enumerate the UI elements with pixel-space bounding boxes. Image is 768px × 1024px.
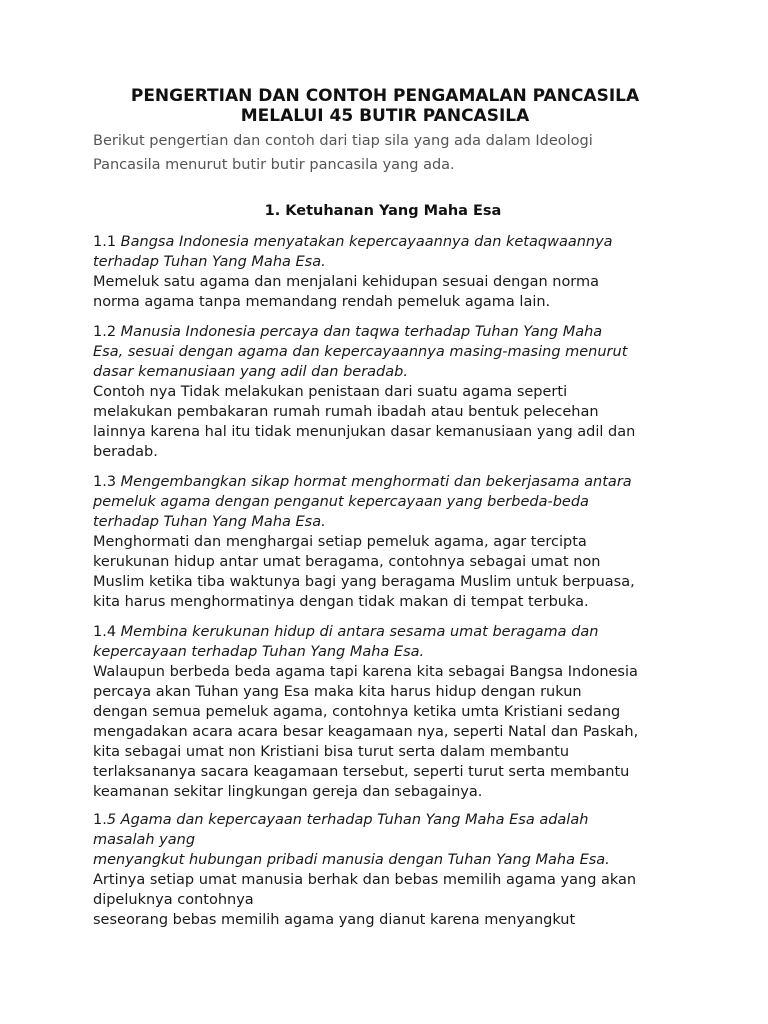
butir-item [93,322,693,462]
butir-body-line: dipeluknya contohnya [93,892,254,908]
butir-body-line: Artinya setiap umat manusia berhak dan bebas memilih agama yang akan [93,872,637,888]
butir-heading-line [93,472,693,492]
butir-heading-text: Membina kerukunan hidup di antara sesama umat beragama dan [120,624,599,640]
title-line: PENGERTIAN DAN CONTOH PENGAMALAN PANCASILA [130,86,640,106]
intro-paragraph [93,129,693,177]
butir-body-line: kita sebagai umat non Kristiani bisa turut serta dalam membantu [93,744,570,760]
butir-number: 1.4 [93,624,121,640]
butir-item [93,232,693,312]
butir-heading-line [93,622,693,642]
butir-heading-line: terhadap Tuhan Yang Maha Esa. [93,254,326,270]
butir-heading-line: terhadap Tuhan Yang Maha Esa. [93,514,326,530]
butir-body-line: beradab. [93,444,158,460]
butir-heading-line: pemeluk agama dengan penganut kepercayaan yang berbeda-beda [93,494,589,510]
butir-item [93,472,693,612]
butir-body-line: Memeluk satu agama dan menjalani kehidupan sesuai dengan norma [93,274,600,290]
butir-heading-text: Mengembangkan sikap hormat menghormati dan bekerjasama antara [120,474,632,490]
butir-body-line: Walaupun berbeda beda agama tapi karena kita sebagai Bangsa Indonesia [93,664,638,680]
title-line: MELALUI 45 BUTIR PANCASILA [240,106,530,126]
butir-item [93,622,693,802]
document-title [80,86,690,126]
butir-heading-text: 5 Agama dan kepercayaan terhadap Tuhan Yang Maha Esa adalah [106,812,589,828]
butir-heading-line: dasar kemanusiaan yang adil dan beradab. [93,364,408,380]
butir-heading-line: menyangkut hubungan pribadi manusia dengan Tuhan Yang Maha Esa. [93,852,610,868]
intro-line: Berikut pengertian dan contoh dari tiap sila yang ada dalam Ideologi [93,133,593,149]
butir-number: 1.1 [93,234,121,250]
butir-heading-line [93,322,693,342]
butir-body-line: percaya akan Tuhan yang Esa maka kita harus hidup dengan rukun [93,684,582,700]
butir-body-line: Menghormati dan menghargai setiap pemeluk agama, agar tercipta [93,534,587,550]
butir-body-line: seseorang bebas memilih agama yang dianut karena menyangkut [93,912,576,928]
butir-body-line: lainnya karena hal itu tidak menunjukan dasar kemanusiaan yang adil dan [93,424,636,440]
butir-heading-text: Manusia Indonesia percaya dan taqwa terhadap Tuhan Yang Maha [120,324,603,340]
butir-heading-line: masalah yang [93,832,196,848]
butir-body-line: norma agama tanpa memandang rendah pemeluk agama lain. [93,294,551,310]
butir-body-line: Contoh nya Tidak melakukan penistaan dari suatu agama seperti [93,384,568,400]
butir-body-line: melakukan pembakaran rumah rumah ibadah atau bentuk pelecehan [93,404,599,420]
butir-heading-text: Bangsa Indonesia menyatakan kepercayaannya dan ketaqwaannya [120,234,613,250]
butir-heading-line: Esa, sesuai dengan agama dan kepercayaannya masing-masing menurut [93,344,628,360]
intro-line: Pancasila menurut butir butir pancasila yang ada. [93,157,455,173]
butir-body-line: mengadakan acara acara besar keagamaan nya, seperti Natal dan Paskah, [93,724,639,740]
butir-item [93,810,693,930]
butir-heading-line: kepercayaan terhadap Tuhan Yang Maha Esa. [93,644,425,660]
butir-number: 1. [93,812,107,828]
section-title: 1. Ketuhanan Yang Maha Esa [264,203,502,219]
butir-heading-line [93,810,693,830]
butir-body-line: dengan semua pemeluk agama, contohnya ketika umta Kristiani sedang [93,704,621,720]
butir-body-line: keamanan sekitar lingkungan gereja dan sebagainya. [93,784,483,800]
butir-body-line: kita harus menghormatinya dengan tidak makan di tempat terbuka. [93,594,589,610]
butir-number: 1.3 [93,474,121,490]
butir-body-line: Muslim ketika tiba waktunya bagi yang beragama Muslim untuk berpuasa, [93,574,635,590]
butir-body-line: kerukunan hidup antar umat beragama, contohnya sebagai umat non [93,554,601,570]
butir-number: 1.2 [93,324,121,340]
butir-heading-line [93,232,693,252]
butir-body-line: terlaksananya sacara keagamaan tersebut, seperti turut serta membantu [93,764,630,780]
